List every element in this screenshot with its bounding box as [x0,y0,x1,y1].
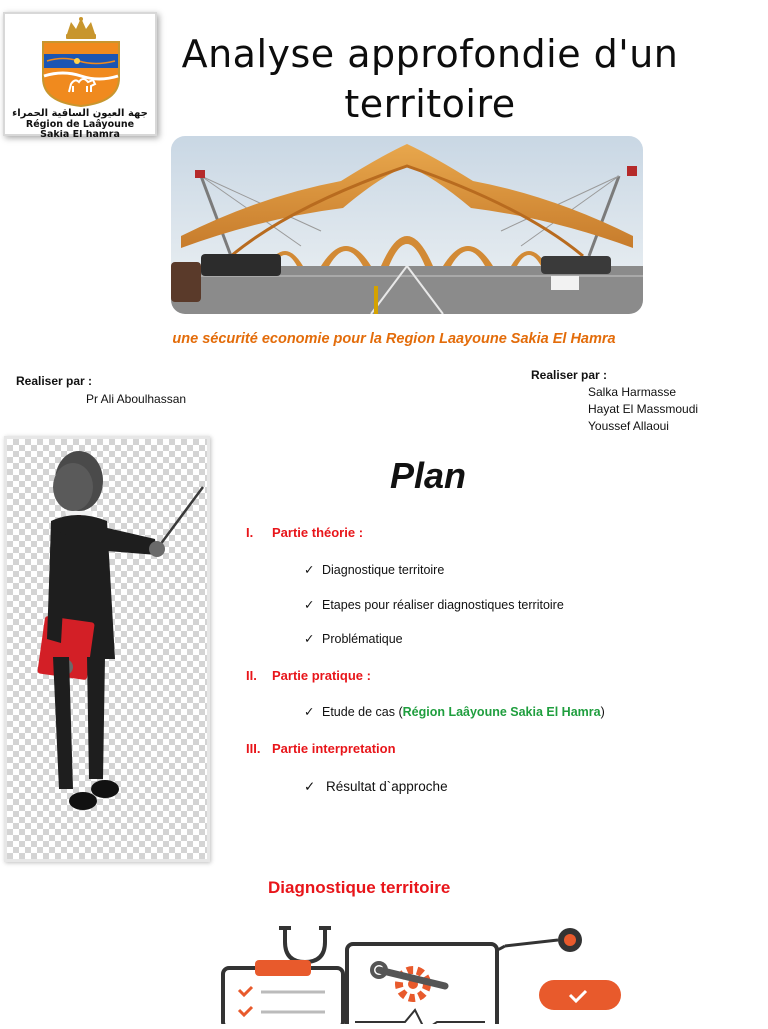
plan-item-label: Problématique [322,632,403,646]
clipboard-icon [223,960,343,1024]
coat-of-arms-icon [33,16,129,108]
students-label: Realiser par : [531,368,608,382]
section-heading-3 [246,741,396,756]
plan-item-prefix: Etude de cas ( [322,705,403,719]
diagnostic-illustration [175,918,635,1024]
plan-item [304,704,605,719]
section-label: Partie théorie : [272,525,364,540]
plan-item-highlight: Région Laâyoune Sakia El Hamra [402,705,601,719]
plan-item [304,779,448,795]
section-number: III. [246,741,261,756]
logo-arabic-text: جهة العيون الساقية الحمراء [12,108,148,119]
checkmark-icon: ✓ [304,563,315,577]
section-label: Partie pratique : [272,668,371,683]
section-heading-2 [246,668,371,683]
student-name: Salka Harmasse [588,385,677,399]
logo-region-name: Région de Laâyoune [25,119,135,130]
plan-item-label: Etapes pour réaliser diagnostiques territoire [322,598,564,612]
section-label: Partie interpretation [272,741,396,756]
plan-item-label: Résultat d`approche [326,779,448,794]
page-title-line-1: Analyse approfondie d'un [181,32,679,76]
diagnostic-heading: Diagnostique territoire [268,878,451,897]
student-name: Youssef Allaoui [588,419,669,433]
checkmark-icon: ✓ [304,598,315,612]
section-number: I. [246,525,254,540]
page-title-line-2: territoire [344,82,516,126]
gate-photo [171,136,643,314]
section-number: II. [246,668,257,683]
checkmark-icon: ✓ [304,779,316,794]
plan-item [304,562,444,577]
section-heading-1 [246,525,363,540]
supervisor-name: Pr Ali Aboulhassan [86,392,187,406]
presenter-illustration [4,436,210,862]
logo-region-name-2: Sakia El hamra [40,130,120,137]
subtitle: une sécurité economie pour la Region Laayoune Sakia El Hamra [172,331,616,347]
supervisor-label: Realiser par : [16,374,93,388]
plan-item [304,597,564,612]
plan-item-suffix: ) [600,705,605,719]
checkmark-icon: ✓ [304,705,315,719]
plan-item-label: Diagnostique territoire [322,563,445,577]
plan-heading: Plan [390,455,467,496]
region-logo [3,12,157,136]
checkmark-icon: ✓ [304,632,315,646]
student-name: Hayat El Massmoudi [588,402,699,416]
plan-item [304,631,403,646]
presenter-figure-icon [7,439,207,859]
